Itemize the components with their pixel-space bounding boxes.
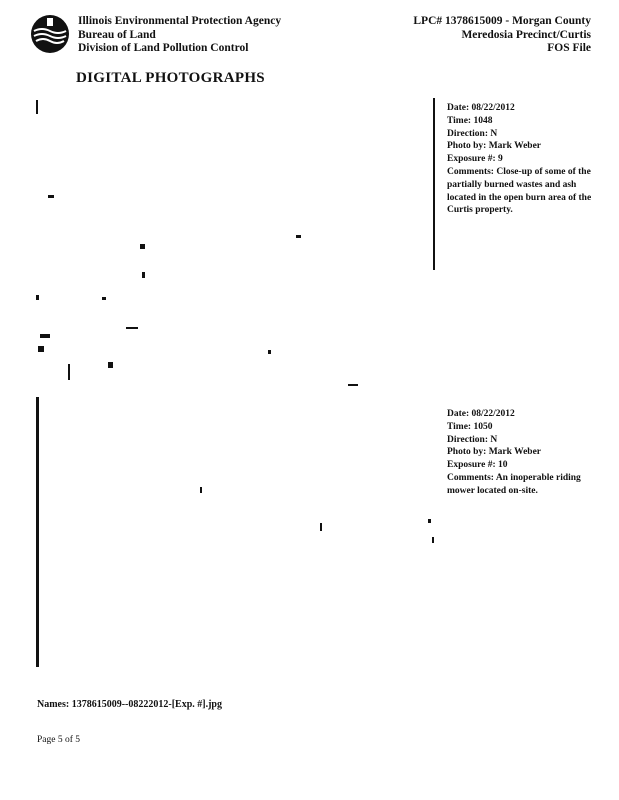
- photo-2-date: Date: 08/22/2012: [447, 409, 515, 419]
- photo-2-comments: Comments: An inoperable riding mower located on-site.: [447, 472, 581, 496]
- site-name: Meredosia Precinct/Curtis: [461, 28, 591, 41]
- site-header: [413, 15, 591, 56]
- page-number: Page 5 of 5: [37, 735, 81, 745]
- page-title: DIGITAL PHOTOGRAPHS: [76, 70, 265, 86]
- lpc-number: LPC# 1378615009 - Morgan County: [413, 15, 591, 27]
- photo-1-caption: [447, 102, 597, 217]
- agency-name: Illinois Environmental Protection Agency: [78, 15, 282, 27]
- photo-1-exposure: Exposure #: 9: [447, 154, 503, 165]
- photo-2-direction: Direction: N: [447, 434, 498, 445]
- bureau-name: Bureau of Land: [78, 28, 156, 41]
- photo-1-comments: Comments: Close-up of some of the partially burned wastes and ash located in the open burn area of the Curtis property.: [447, 166, 592, 216]
- photo-exposure-9: [36, 92, 436, 392]
- photo-exposure-10: [36, 395, 436, 670]
- photo-2-caption: [447, 408, 597, 498]
- photo-1-border: [433, 98, 435, 270]
- photo-1-photographer: Photo by: Mark Weber: [447, 141, 542, 152]
- photo-1-time: Time: 1048: [447, 115, 493, 126]
- agency-header: [78, 15, 281, 56]
- filename-pattern: Names: 1378615009--08222012-[Exp. #].jpg: [37, 699, 222, 710]
- iepa-logo: [30, 14, 70, 54]
- division-name: Division of Land Pollution Control: [78, 42, 249, 54]
- photo-2-exposure: Exposure #: 10: [447, 460, 508, 471]
- file-type: FOS File: [547, 42, 591, 54]
- photo-2-time: Time: 1050: [447, 421, 493, 432]
- photo-1-date: Date: 08/22/2012: [447, 103, 515, 113]
- photo-2-photographer: Photo by: Mark Weber: [447, 447, 542, 458]
- photo-1-direction: Direction: N: [447, 128, 498, 139]
